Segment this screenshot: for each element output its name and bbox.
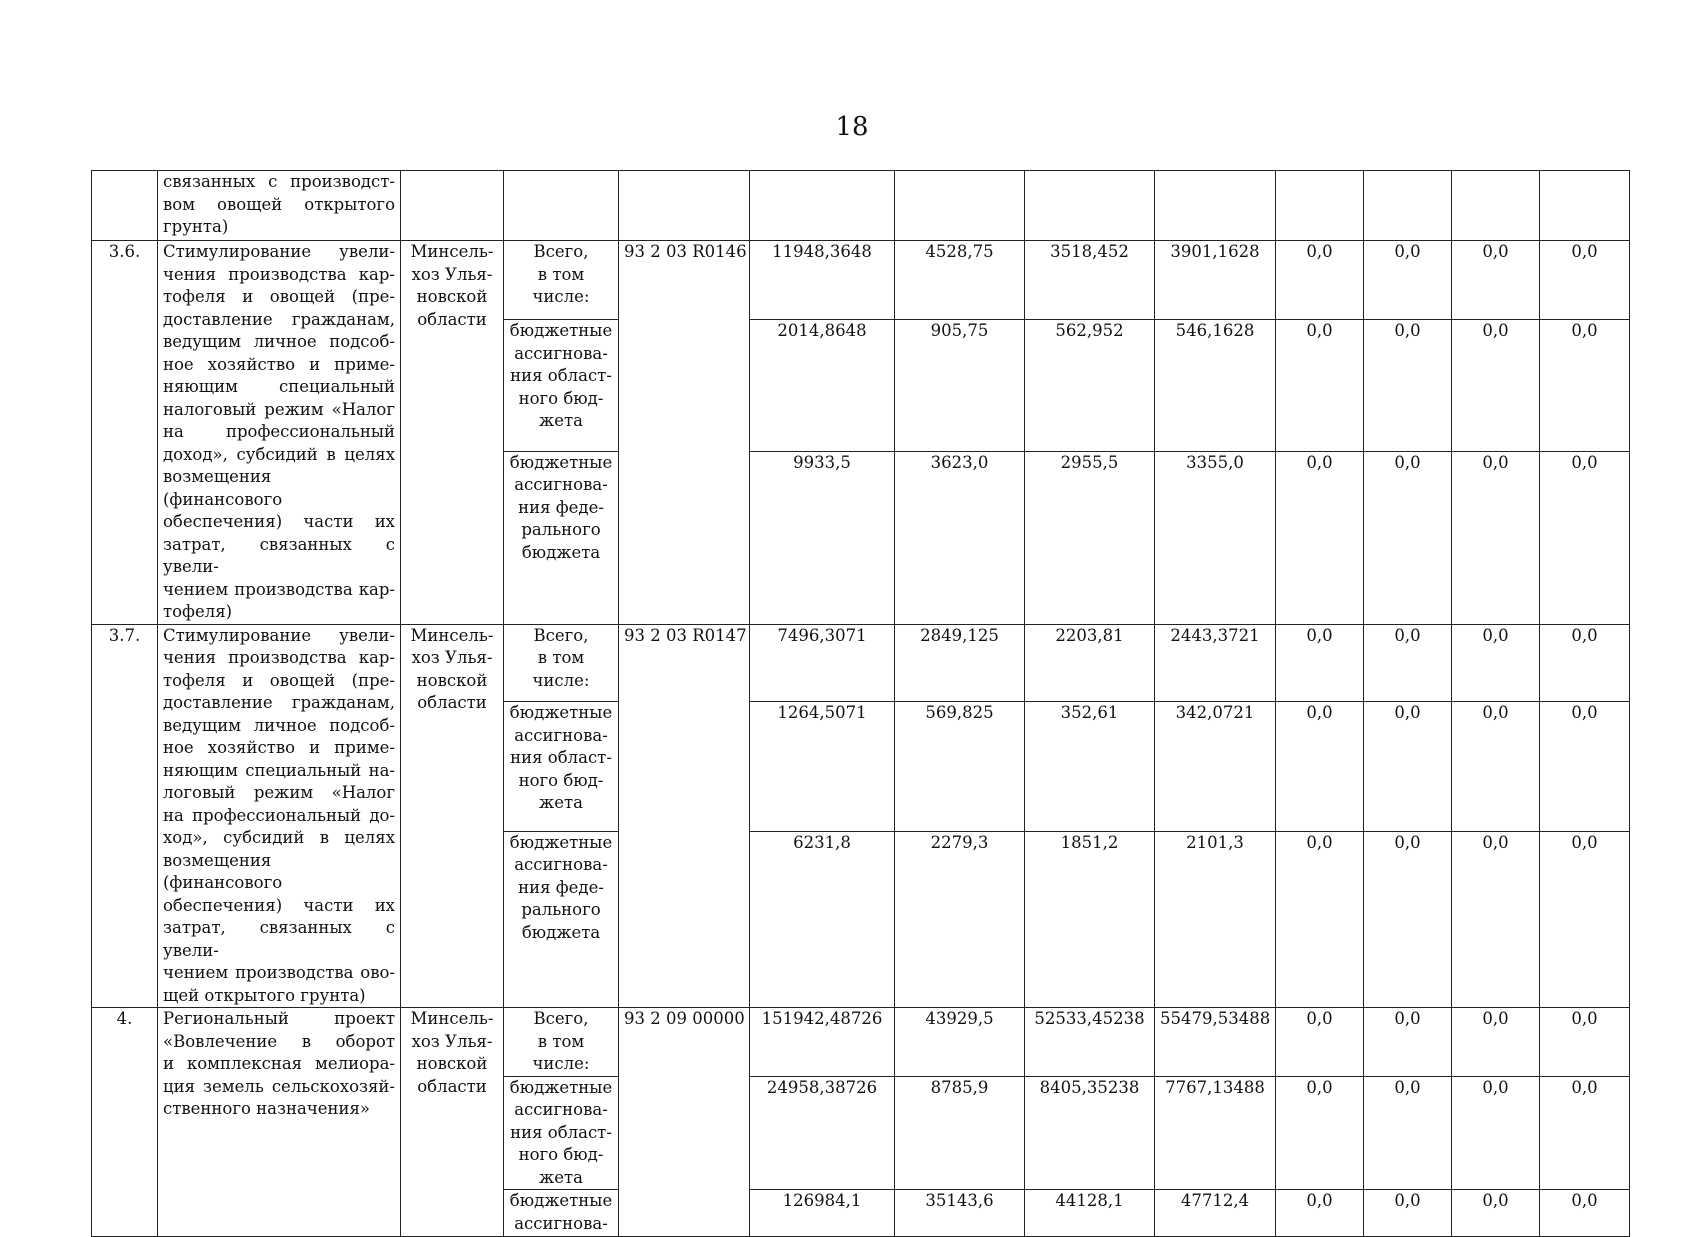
cell-line: чения производства кар- xyxy=(163,648,395,667)
cell-value: 0,0 xyxy=(1276,241,1364,320)
cell-empty xyxy=(895,171,1025,241)
cell-value: 0,0 xyxy=(1540,241,1630,320)
cell-line: и комплексная мелиора- xyxy=(163,1054,395,1073)
cell-num: 3.7. xyxy=(92,624,158,1008)
cell-value: 8785,9 xyxy=(895,1076,1025,1190)
cell-line: грунта) xyxy=(163,217,229,236)
cell-desc xyxy=(158,1008,401,1237)
cell-value: 0,0 xyxy=(1364,451,1452,624)
cell-line: жета xyxy=(539,411,583,431)
cell-num: 3.6. xyxy=(92,241,158,625)
cell-value: 0,0 xyxy=(1540,451,1630,624)
page-number: 18 xyxy=(835,112,869,142)
cell-line: ассигнова- xyxy=(514,343,608,363)
cell-line: тофеля) xyxy=(163,602,233,621)
cell-line: тофеля и овощей (пре- xyxy=(163,287,395,306)
cell-empty xyxy=(619,171,750,241)
cell-line: на профессиональный xyxy=(163,422,395,441)
cell-line: на профессиональный до- xyxy=(163,805,395,825)
cell-line: ния област- xyxy=(510,366,612,386)
cell-source xyxy=(504,1190,619,1237)
cell-line: числе: xyxy=(532,287,590,306)
cell-value: 905,75 xyxy=(895,320,1025,452)
cell-line: Минсель- xyxy=(410,625,494,645)
cell-line: числе: xyxy=(532,1054,590,1073)
cell-value: 0,0 xyxy=(1364,624,1452,702)
cell-line: ное хозяйство и приме- xyxy=(163,738,395,757)
cell-value: 0,0 xyxy=(1452,1076,1540,1190)
cell-line: рального xyxy=(521,520,601,540)
cell-value: 3901,1628 xyxy=(1155,241,1276,320)
cell-line: ассигнова- xyxy=(514,725,608,745)
cell-value: 7767,13488 xyxy=(1155,1076,1276,1190)
cell-value: 0,0 xyxy=(1364,1190,1452,1237)
cell-empty xyxy=(750,171,895,241)
cell-line: Стимулирование увели- xyxy=(163,242,395,261)
cell-value: 47712,4 xyxy=(1155,1190,1276,1237)
cell-line: Региональный проект xyxy=(163,1009,395,1028)
cell-line: чением производства кар- xyxy=(163,579,395,599)
cell-line: ведущим личное подсоб- xyxy=(163,332,395,351)
cell-desc xyxy=(158,241,401,625)
cell-line: области xyxy=(417,309,487,329)
cell-line: ассигнова- xyxy=(514,475,608,495)
cell-value: 1264,5071 xyxy=(750,702,895,831)
cell-value: 0,0 xyxy=(1540,1076,1630,1190)
cell-line: связанных с производст- xyxy=(163,172,395,191)
cell-value: 0,0 xyxy=(1452,320,1540,452)
cell-value: 44128,1 xyxy=(1025,1190,1155,1237)
cell-code: 93 2 03 R0146 xyxy=(619,241,750,625)
cell-executor xyxy=(401,1008,504,1237)
cell-line: налоговый режим «Налог xyxy=(163,399,395,419)
cell-line: хоз Улья- xyxy=(411,1031,493,1051)
cell-line: ния феде- xyxy=(518,877,604,897)
cell-line: новской xyxy=(416,670,488,690)
cell-line: хоз Улья- xyxy=(411,264,493,284)
cell-line: няющим специальный на- xyxy=(163,760,395,780)
cell-value: 0,0 xyxy=(1540,320,1630,452)
cell-value: 2014,8648 xyxy=(750,320,895,452)
cell-value: 342,0721 xyxy=(1155,702,1276,831)
cell-line: вом овощей открытого xyxy=(163,194,395,214)
cell-source xyxy=(504,320,619,452)
table-row xyxy=(92,171,1630,241)
cell-line: обеспечения) части их xyxy=(163,512,395,531)
cell-line: ственного назначения» xyxy=(163,1099,371,1118)
cell-line: ция земель сельскохозяй- xyxy=(163,1076,395,1096)
cell-line: жета xyxy=(539,793,583,813)
cell-value: 4528,75 xyxy=(895,241,1025,320)
cell-value: 562,952 xyxy=(1025,320,1155,452)
cell-value: 43929,5 xyxy=(895,1008,1025,1077)
budget-table xyxy=(91,170,1630,1237)
cell-value: 0,0 xyxy=(1276,1076,1364,1190)
cell-line: бюджета xyxy=(521,542,601,562)
cell-line: бюджетные xyxy=(509,832,613,852)
table-row xyxy=(92,1008,1630,1077)
cell-value: 0,0 xyxy=(1364,1008,1452,1077)
cell-empty xyxy=(1025,171,1155,241)
cell-value: 0,0 xyxy=(1540,1190,1630,1237)
cell-value: 0,0 xyxy=(1364,241,1452,320)
cell-empty xyxy=(504,171,619,241)
table-row xyxy=(92,241,1630,320)
cell-value: 24958,38726 xyxy=(750,1076,895,1190)
cell-value: 3355,0 xyxy=(1155,451,1276,624)
cell-line: возмещения (финансового xyxy=(163,850,283,892)
cell-line: ассигнова- xyxy=(514,855,608,875)
cell-empty xyxy=(401,171,504,241)
cell-value: 2443,3721 xyxy=(1155,624,1276,702)
cell-line: ное хозяйство и приме- xyxy=(163,354,395,374)
cell-value: 0,0 xyxy=(1276,1008,1364,1077)
cell-executor xyxy=(401,241,504,625)
cell-value: 0,0 xyxy=(1364,702,1452,831)
cell-value: 0,0 xyxy=(1364,831,1452,1007)
cell-line: Стимулирование увели- xyxy=(163,625,395,645)
cell-value: 0,0 xyxy=(1364,320,1452,452)
cell-code: 93 2 09 00000 xyxy=(619,1008,750,1237)
cell-line: бюджетные xyxy=(509,321,613,341)
cell-line: няющим специальный xyxy=(163,377,395,396)
cell-line: чения производства кар- xyxy=(163,264,395,284)
cell-line: логовый режим «Налог xyxy=(163,783,395,802)
cell-value: 3518,452 xyxy=(1025,241,1155,320)
cell-line: тофеля и овощей (пре- xyxy=(163,670,395,690)
cell-value: 0,0 xyxy=(1276,1190,1364,1237)
cell-desc xyxy=(158,171,401,241)
cell-executor xyxy=(401,624,504,1008)
table-row xyxy=(92,624,1630,702)
cell-value: 1851,2 xyxy=(1025,831,1155,1007)
cell-source xyxy=(504,241,619,320)
cell-line: в том xyxy=(537,1031,585,1051)
cell-source xyxy=(504,624,619,702)
cell-value: 0,0 xyxy=(1452,1190,1540,1237)
cell-value: 0,0 xyxy=(1452,831,1540,1007)
cell-line: числе: xyxy=(532,670,590,690)
cell-line: возмещения (финансового xyxy=(163,467,283,509)
cell-value: 352,61 xyxy=(1025,702,1155,831)
cell-line: доставление гражданам, xyxy=(163,309,395,329)
cell-line: Всего, xyxy=(533,242,589,261)
cell-line: новской xyxy=(416,287,488,306)
cell-value: 0,0 xyxy=(1540,702,1630,831)
cell-num xyxy=(92,171,158,241)
cell-empty xyxy=(1276,171,1364,241)
cell-source xyxy=(504,702,619,831)
cell-line: хоз Улья- xyxy=(411,648,493,667)
cell-value: 2203,81 xyxy=(1025,624,1155,702)
cell-line: области xyxy=(417,693,487,712)
cell-value: 0,0 xyxy=(1540,1008,1630,1077)
cell-value: 55479,53488 xyxy=(1155,1008,1276,1077)
cell-code: 93 2 03 R0147 xyxy=(619,624,750,1008)
cell-line: Всего, xyxy=(533,625,589,645)
cell-value: 0,0 xyxy=(1452,241,1540,320)
cell-empty xyxy=(1155,171,1276,241)
cell-line: бюджетные xyxy=(509,703,613,723)
cell-line: ния феде- xyxy=(518,497,604,517)
cell-line: ного бюд- xyxy=(518,770,604,790)
cell-value: 0,0 xyxy=(1276,831,1364,1007)
cell-source xyxy=(504,1008,619,1077)
cell-value: 35143,6 xyxy=(895,1190,1025,1237)
cell-line: бюджетные xyxy=(509,452,613,472)
cell-value: 2101,3 xyxy=(1155,831,1276,1007)
cell-line: Минсель- xyxy=(410,242,494,261)
cell-line: жета xyxy=(539,1167,583,1187)
cell-value: 0,0 xyxy=(1452,702,1540,831)
cell-line: затрат, связанных с увели- xyxy=(163,918,395,960)
cell-line: доставление гражданам, xyxy=(163,693,395,712)
cell-line: в том xyxy=(537,648,585,667)
cell-line: бюджетные xyxy=(509,1191,613,1210)
cell-line: ведущим личное подсоб- xyxy=(163,715,395,735)
cell-line: области xyxy=(417,1076,487,1096)
cell-line: ного бюд- xyxy=(518,388,604,408)
cell-value: 2849,125 xyxy=(895,624,1025,702)
cell-line: затрат, связанных с увели- xyxy=(163,534,395,576)
cell-value: 2955,5 xyxy=(1025,451,1155,624)
cell-value: 52533,45238 xyxy=(1025,1008,1155,1077)
cell-value: 0,0 xyxy=(1276,624,1364,702)
cell-desc xyxy=(158,624,401,1008)
cell-value: 0,0 xyxy=(1276,320,1364,452)
cell-line: бюджетные xyxy=(509,1077,613,1097)
cell-value: 151942,48726 xyxy=(750,1008,895,1077)
cell-value: 0,0 xyxy=(1276,451,1364,624)
cell-value: 3623,0 xyxy=(895,451,1025,624)
cell-value: 546,1628 xyxy=(1155,320,1276,452)
cell-value: 0,0 xyxy=(1452,624,1540,702)
cell-line: ассигнова- xyxy=(514,1213,608,1233)
cell-source xyxy=(504,1076,619,1190)
cell-value: 569,825 xyxy=(895,702,1025,831)
cell-line: ния област- xyxy=(510,1122,612,1142)
cell-line: в том xyxy=(537,264,585,284)
cell-value: 6231,8 xyxy=(750,831,895,1007)
cell-line: новской xyxy=(416,1054,488,1073)
cell-line: «Вовлечение в оборот xyxy=(163,1031,395,1051)
cell-value: 0,0 xyxy=(1452,1008,1540,1077)
cell-source xyxy=(504,451,619,624)
cell-value: 0,0 xyxy=(1540,831,1630,1007)
cell-empty xyxy=(1364,171,1452,241)
cell-line: Всего, xyxy=(533,1009,589,1028)
cell-line: доход», субсидий в целях xyxy=(163,444,395,464)
cell-line: ход», субсидий в целях xyxy=(163,828,395,847)
cell-empty xyxy=(1452,171,1540,241)
cell-value: 7496,3071 xyxy=(750,624,895,702)
cell-line: чением производства ово- xyxy=(163,963,395,982)
cell-line: щей открытого грунта) xyxy=(163,985,366,1005)
cell-value: 0,0 xyxy=(1540,624,1630,702)
cell-value: 0,0 xyxy=(1276,702,1364,831)
cell-empty xyxy=(1540,171,1630,241)
cell-line: бюджета xyxy=(521,922,601,942)
cell-line: ния област- xyxy=(510,748,612,768)
cell-source xyxy=(504,831,619,1007)
cell-line: обеспечения) части их xyxy=(163,895,395,915)
cell-value: 126984,1 xyxy=(750,1190,895,1237)
cell-value: 2279,3 xyxy=(895,831,1025,1007)
cell-value: 0,0 xyxy=(1364,1076,1452,1190)
cell-line: ассигнова- xyxy=(514,1100,608,1119)
cell-value: 9933,5 xyxy=(750,451,895,624)
cell-value: 0,0 xyxy=(1452,451,1540,624)
cell-value: 11948,3648 xyxy=(750,241,895,320)
cell-line: Минсель- xyxy=(410,1009,494,1028)
cell-line: рального xyxy=(521,900,601,920)
cell-line: ного бюд- xyxy=(518,1145,604,1164)
cell-num: 4. xyxy=(92,1008,158,1237)
cell-value: 8405,35238 xyxy=(1025,1076,1155,1190)
